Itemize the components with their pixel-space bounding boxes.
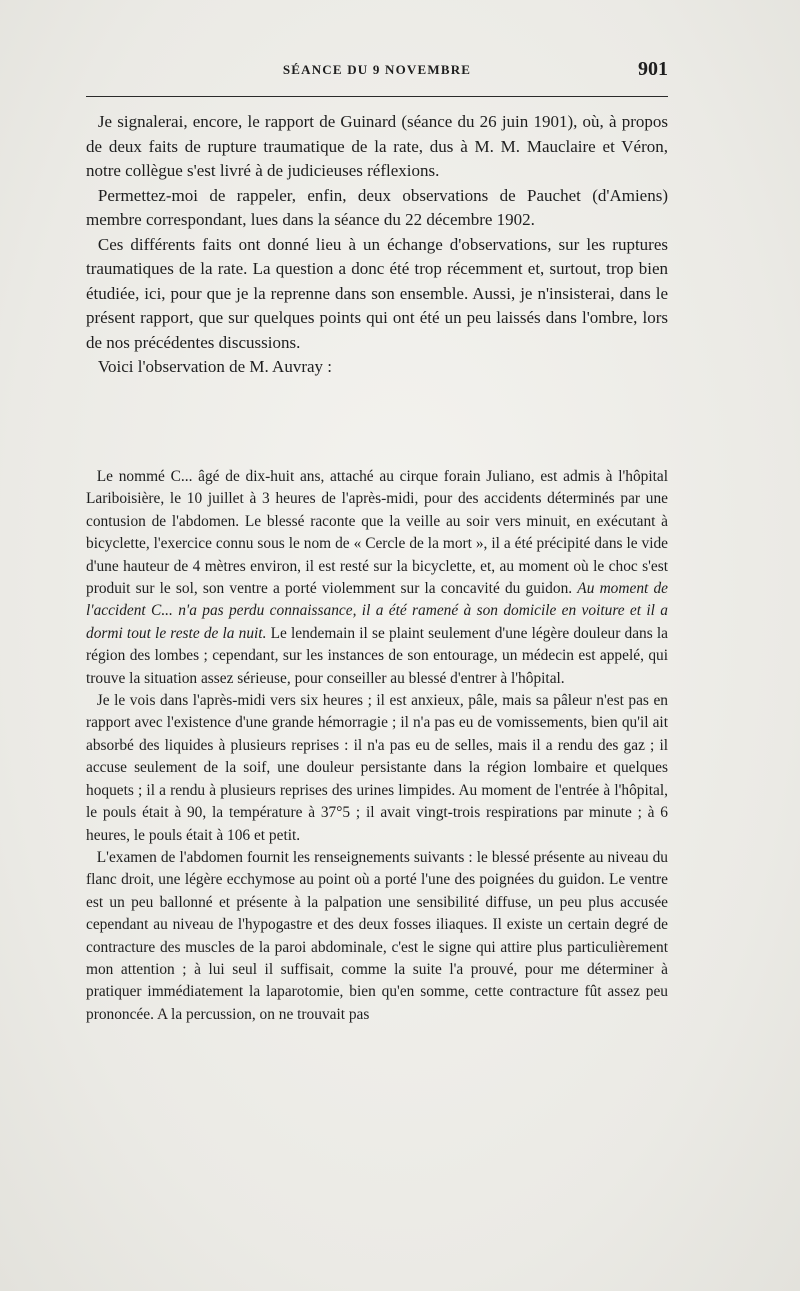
report-text [86,110,668,380]
paragraph: Ces différents faits ont donné lieu à un échange d'observations, sur les ruptures traumatiques de la rate. La question a donc été trop récemment et, surtout, trop bien étudiée, ici, pour que je la reprenne dans son ensemble. Aussi, je n'insisterai, dans le présent rapport, que sur quelques points qui ont été un peu laissés dans l'ombre, lors de nos précédentes discussions. [86,234,668,352]
paragraph: Permettez-moi de rappeler, enfin, deux observations de Pauchet (d'Amiens) membre correspondant, lues dans la séance du 22 décembre 1902. [86,185,668,229]
case-paragraph: L'examen de l'abdomen fournit les renseignements suivants : le blessé présente au niveau du flanc droit, une légère ecchymose au point où a porté l'une des poignées du guidon. Le ventre est un peu ballonné et présente à la palpation une sensibilité diffuse, un peu plus accusée cependant au niveau de l'hypogastre et des deux fosses iliaques. Il existe un certain degré de contracture des muscles de la paroi abdominale, c'est le signe qui attire plus particulièrement mon attention ; à lui seul il suffisait, comme la suite l'a prouvé, pour me déterminer à pratiquer immédiatement la laparotomie, bien qu'en somme, cette contracture fût assez peu prononcée. A la percussion, on ne trouvait pas [86,848,668,1023]
case-text: Le nommé C... âgé de dix-huit ans, attaché au cirque forain Juliano, est admis à l'hôpital Lariboisière, le 10 juillet à 3 heures de l'après-midi, pour des accidents déterminés par une contusion de l'abdomen. Le blessé raconte que la veille au soir vers minuit, en exécutant à bicyclette, l'exercice connu sous le nom de « Cercle de la mort », il a été précipité dans le vide d'une hauteur de 4 mètres environ, il est resté sur la bicyclette, et, au moment où le choc s'est produit sur le sol, son ventre a porté violemment sur la concavité du guidon. [86,468,668,598]
case-italic-text: Au moment de l'accident C... n'a pas perdu connaissance, il a été ramené à son domicile en voiture et il a dormi tout le reste de la nuit. [86,580,668,642]
header-rule [86,96,668,97]
page-header [86,58,668,88]
case-paragraph [86,466,668,690]
paragraph: Voici l'observation de M. Auvray : [97,357,332,376]
page-number: 901 [638,58,668,80]
case-text: Le lendemain il se plaint seulement d'une légère douleur dans la région des lombes ; cependant, sur les instances de son entourage, un médecin est appelé, qui trouve la situation assez sérieuse, pour conseiller au blessé d'entrer à l'hôpital. [86,624,668,687]
case-observation [86,466,668,1026]
case-paragraph: Je le vois dans l'après-midi vers six heures ; il est anxieux, pâle, mais sa pâleur n'est pas en rapport avec l'existence d'une grande hémorragie ; il n'a pas eu de vomissements, bien qu'il ait absorbé des liquides à plusieurs reprises : il n'a pas eu de selles, mais il a rendu des gaz ; il accuse seulement de la soif, une douleur persistante dans la région lombaire et quelques hoquets ; il a rendu à plusieurs reprises des urines limpides. Au moment de l'entrée à l'hôpital, le pouls était à 90, la température à 37°5 ; il avait vingt-trois respirations par minute ; à 6 heures, le pouls était à 106 et petit. [86,692,668,844]
paragraph: Je signalerai, encore, le rapport de Guinard (séance du 26 juin 1901), où, à propos de deux faits de rupture traumatique de la rate, dus à M. M. Mauclaire et Véron, notre collègue s'est livré à de judicieuses réflexions. [86,112,668,180]
running-title: SÉANCE DU 9 NOVEMBRE [282,62,472,77]
